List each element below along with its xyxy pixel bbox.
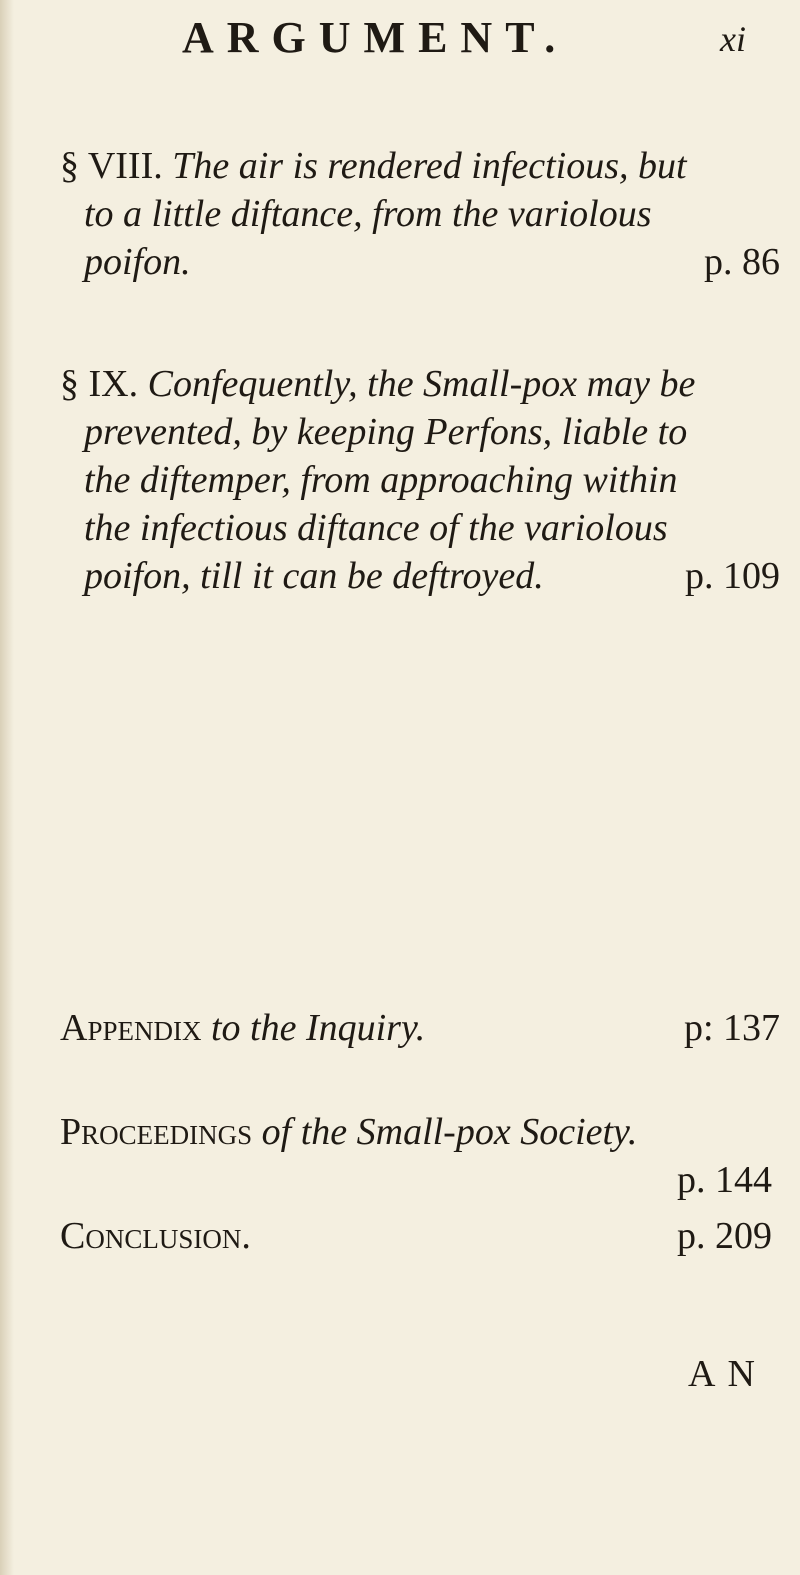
section-ix-line-3: the diftemper, from approaching within xyxy=(84,459,678,501)
running-header xyxy=(0,12,800,62)
section-ix-line-4: the infectious diftance of the variolous xyxy=(84,507,668,549)
appendix-line xyxy=(60,1004,780,1052)
page-number: xi xyxy=(720,19,746,59)
section-viii-text-1: The air is rendered infectious, but xyxy=(172,145,687,187)
appendix-rest: to the Inquiry. xyxy=(210,1007,426,1049)
page-edge-shadow xyxy=(0,0,14,1575)
proceedings-rest: of the Small-pox Society. xyxy=(261,1111,638,1153)
appendix-page-ref: p: 137 xyxy=(683,1007,780,1049)
section-viii-line-3 xyxy=(60,238,780,286)
appendix-entry xyxy=(60,1004,780,1052)
proceedings-page-ref: p. 144 xyxy=(677,1159,772,1201)
section-ix-line-5 xyxy=(60,552,780,600)
catchword: AN xyxy=(688,1353,767,1395)
conclusion-entry xyxy=(60,1212,780,1260)
appendix-label: Appendix xyxy=(60,1007,202,1049)
section-ix xyxy=(60,360,780,600)
section-viii-text-3: poifon. xyxy=(84,241,191,283)
section-ix-line-1 xyxy=(60,360,780,408)
proceedings-line xyxy=(60,1108,780,1156)
section-ix-mark: § IX. xyxy=(60,363,139,405)
section-viii xyxy=(60,142,780,286)
header-title: ARGUMENT. xyxy=(182,13,569,62)
section-viii-line-1 xyxy=(60,142,780,190)
proceedings-label: Proceedings xyxy=(60,1111,253,1153)
conclusion-label: Conclusion. xyxy=(60,1215,251,1257)
proceedings-entry xyxy=(60,1108,780,1204)
section-ix-page-ref: p. 109 xyxy=(685,555,780,597)
section-ix-text-5: poifon, till it can be deftroyed. xyxy=(84,555,544,597)
section-viii-mark: § VIII. xyxy=(60,145,163,187)
section-viii-line-2: to a little diftance, from the variolous xyxy=(84,193,652,235)
conclusion-line xyxy=(60,1212,780,1260)
proceedings-ref-line xyxy=(60,1156,780,1204)
section-viii-page-ref: p. 86 xyxy=(704,241,780,283)
section-ix-line-2: prevented, by keeping Perfons, liable to xyxy=(84,411,688,453)
conclusion-page-ref: p. 209 xyxy=(677,1215,772,1257)
section-ix-text-1: Confequently, the Small-pox may be xyxy=(147,363,696,405)
